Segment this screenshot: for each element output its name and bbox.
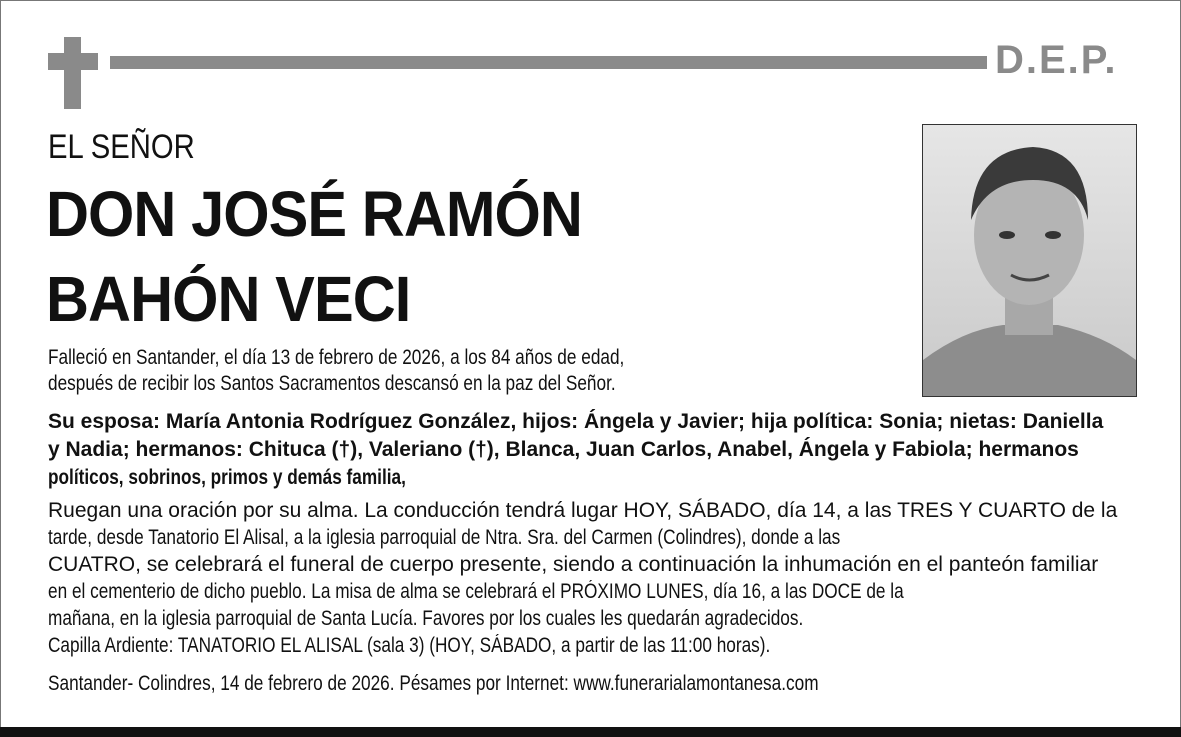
body-line: CUATRO, se celebrará el funeral de cuerpo presente, siendo a continuación la inhumación en el panteón familiar <box>48 553 1099 576</box>
body-line: mañana, en la iglesia parroquial de Santa Lucía. Favores por los cuales les quedarán agradecidos. <box>48 607 804 630</box>
family-line: y Nadia; hermanos: Chituca (†), Valeriano (†), Blanca, Juan Carlos, Anabel, Ángela y Fabiola; hermanos <box>48 438 1079 461</box>
body-line: Capilla Ardiente: TANATORIO EL ALISAL (sala 3) (HOY, SÁBADO, a partir de las 11:00 horas). <box>48 634 771 657</box>
cross-icon <box>64 37 81 109</box>
body-line: Ruegan una oración por su alma. La conducción tendrá lugar HOY, SÁBADO, día 14, a las TRES Y CUARTO de la <box>48 499 1118 522</box>
intro-line: Falleció en Santander, el día 13 de febrero de 2026, a los 84 años de edad, <box>48 346 625 369</box>
name-line-1: DON JOSÉ RAMÓN <box>46 178 582 250</box>
title-prefix: EL SEÑOR <box>48 128 195 166</box>
family-line: Su esposa: María Antonia Rodríguez González, hijos: Ángela y Javier; hija política: Sonia; nietas: Daniella <box>48 410 1104 433</box>
body-line: tarde, desde Tanatorio El Alisal, a la iglesia parroquial de Ntra. Sra. del Carmen (Colindres), donde a las <box>48 526 841 549</box>
dep-label: D.E.P. <box>995 38 1118 82</box>
body-line: en el cementerio de dicho pueblo. La misa de alma se celebrará el PRÓXIMO LUNES, día 16, a las DOCE de la <box>48 580 904 603</box>
cross-icon-bar <box>48 53 98 70</box>
deceased-name <box>46 172 582 342</box>
header-rule <box>110 56 987 69</box>
footer-line: Santander- Colindres, 14 de febrero de 2026. Pésames por Internet: www.funerarialamontanesa.com <box>48 672 819 695</box>
name-line-2: BAHÓN VECI <box>46 263 411 335</box>
family-line: políticos, sobrinos, primos y demás familia, <box>48 466 406 489</box>
bottom-bar <box>0 727 1181 737</box>
portrait-photo <box>922 124 1137 397</box>
intro-line: después de recibir los Santos Sacramentos descansó en la paz del Señor. <box>48 372 616 395</box>
